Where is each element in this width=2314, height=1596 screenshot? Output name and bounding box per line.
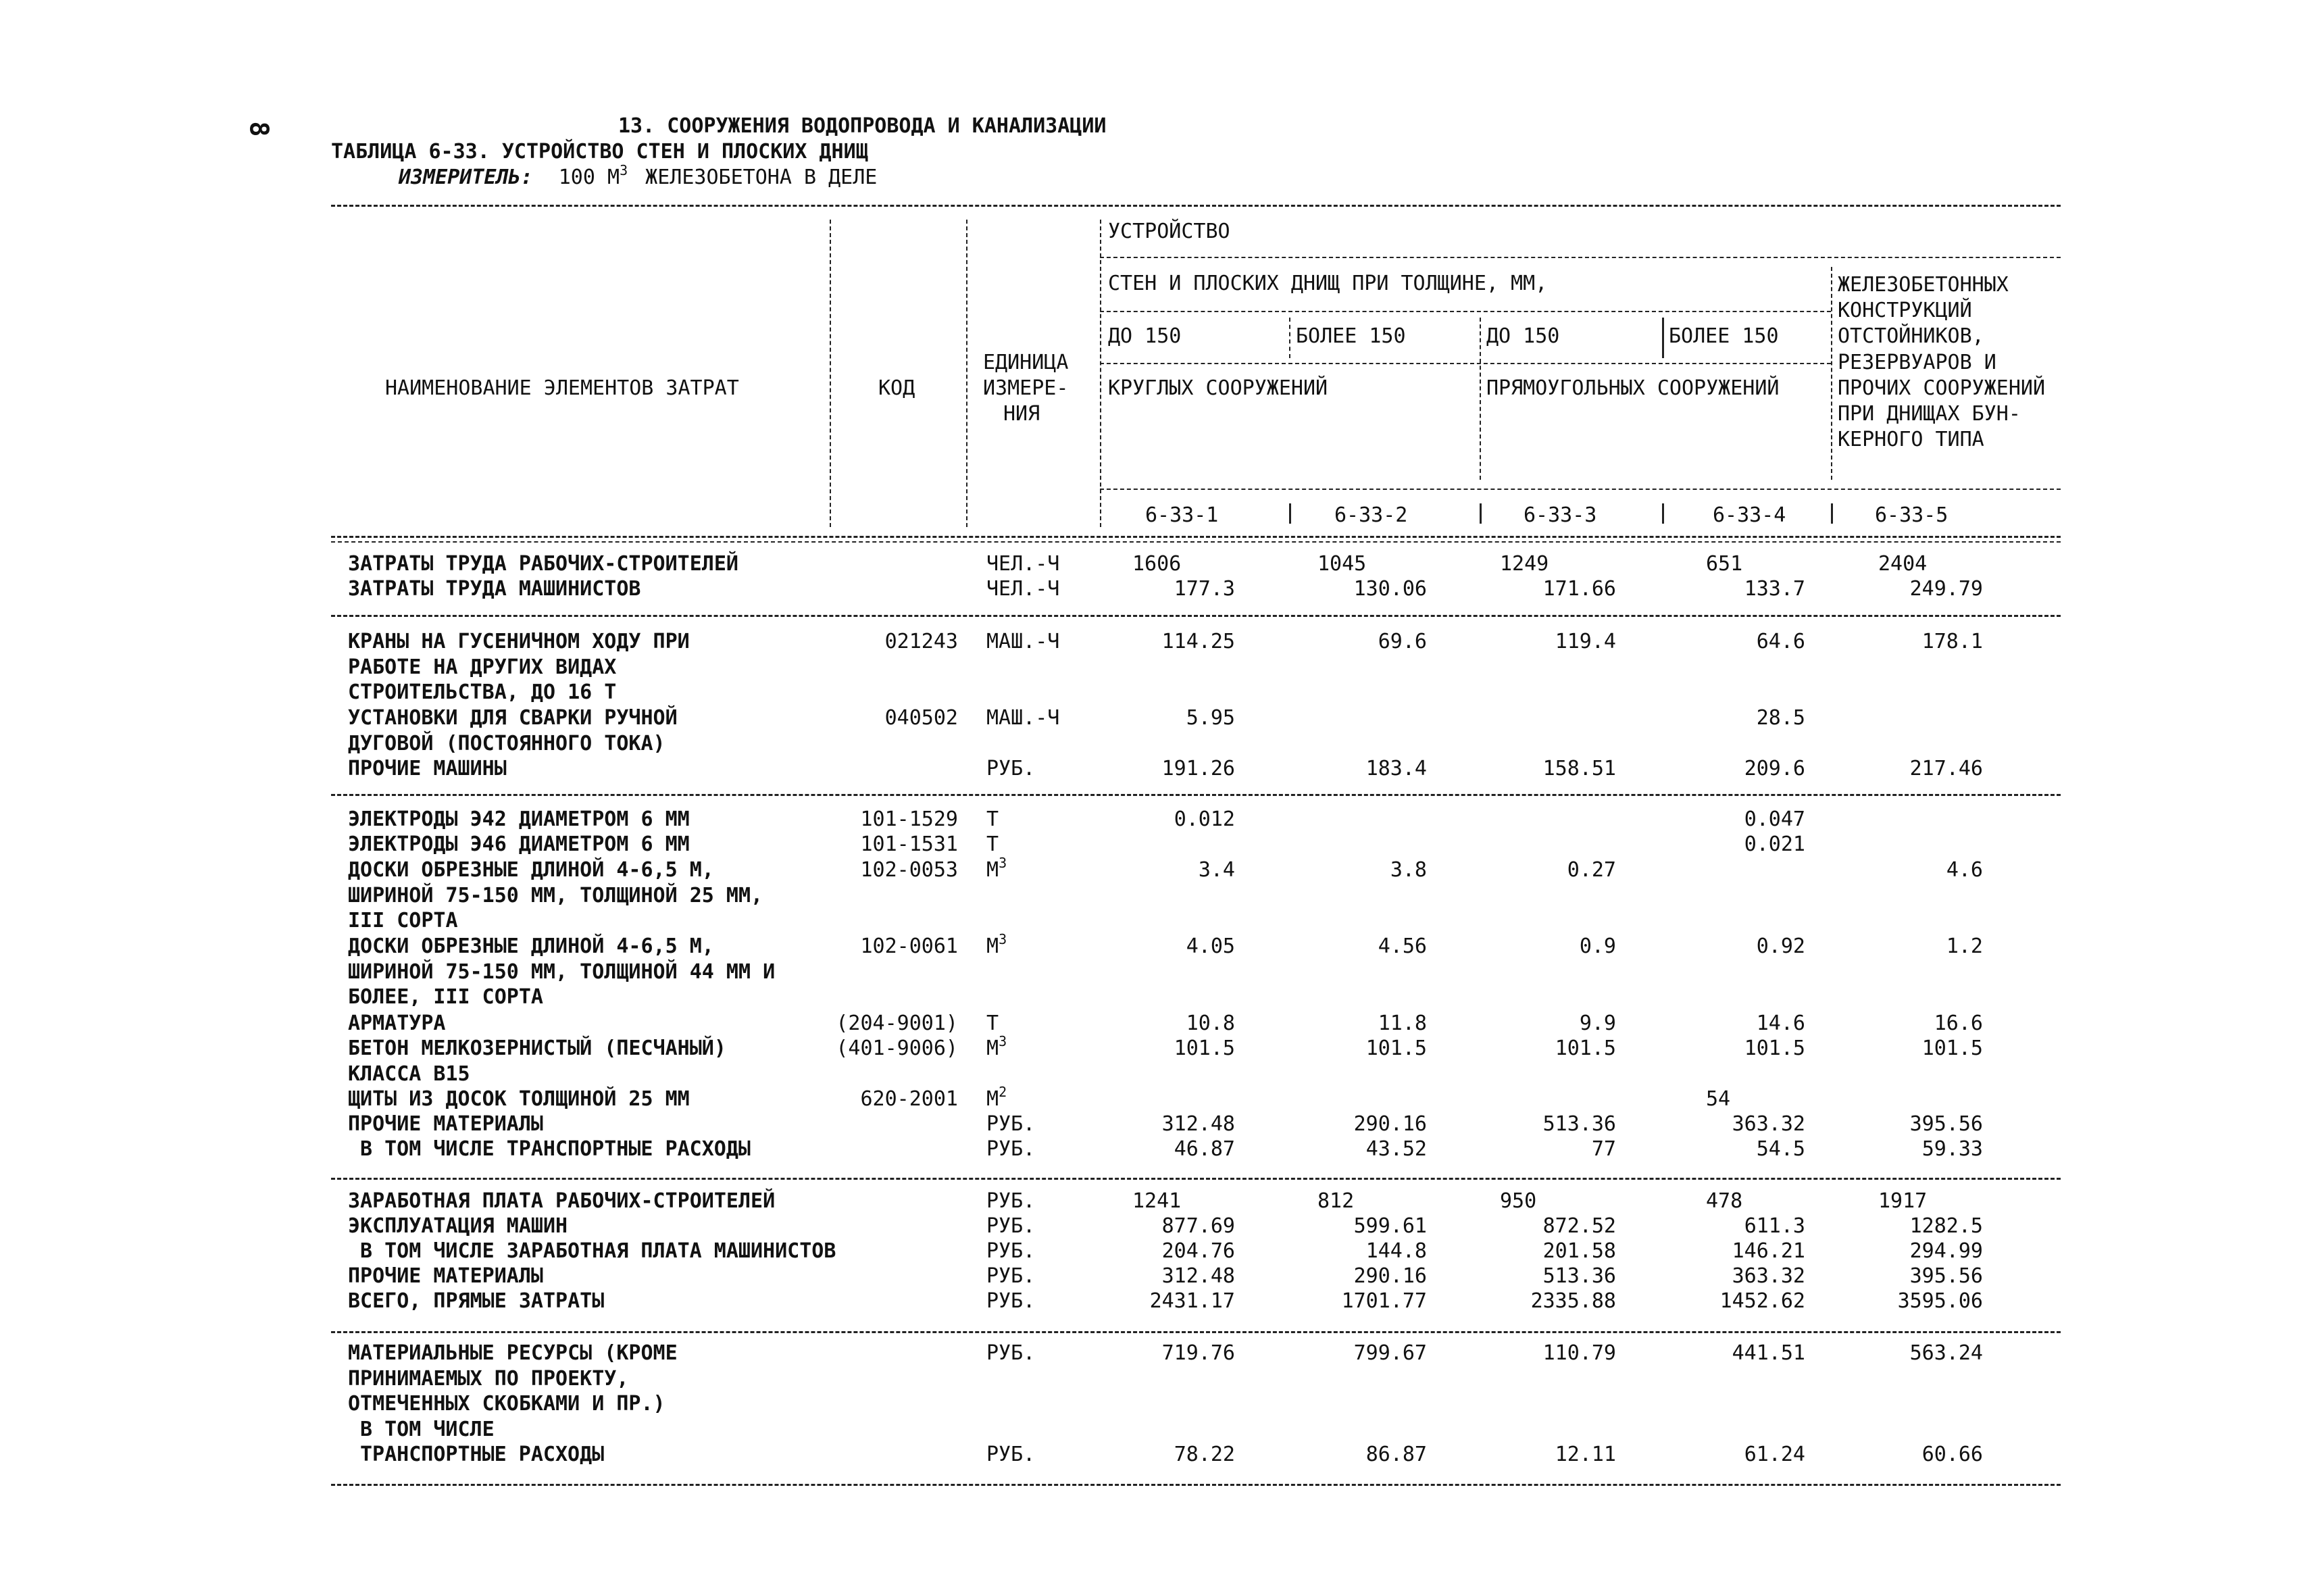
row-value: 158.51 bbox=[1542, 757, 1616, 780]
vline-code-5 bbox=[1831, 503, 1833, 524]
row-code: (204-9001) bbox=[836, 1012, 958, 1035]
measure-sup: 3 bbox=[620, 162, 628, 178]
row-unit: РУБ. bbox=[986, 1443, 1036, 1466]
row-code: 021243 bbox=[884, 630, 958, 653]
row-value: 171.66 bbox=[1542, 577, 1616, 601]
row-unit: РУБ. bbox=[986, 1341, 1036, 1365]
row-name: III СОРТА bbox=[348, 909, 458, 932]
row-unit: ЧЕЛ.-Ч bbox=[986, 552, 1060, 576]
row-value: 144.8 bbox=[1365, 1239, 1427, 1263]
row-value: 363.32 bbox=[1732, 1264, 1805, 1288]
rule-sec3 bbox=[331, 1178, 2061, 1180]
row-value: 54.5 bbox=[1756, 1137, 1805, 1161]
row-unit: РУБ. bbox=[986, 1189, 1036, 1213]
row-value: 799.67 bbox=[1353, 1341, 1427, 1365]
row-unit: Т bbox=[986, 1012, 999, 1035]
row-unit: $М^3$ bbox=[986, 1033, 1007, 1060]
vline-group bbox=[1100, 220, 1101, 527]
row-name: БЕТОН МЕЛКОЗЕРНИСТЫЙ (ПЕСЧАНЫЙ) bbox=[348, 1037, 726, 1060]
over150b-header: БОЛЕЕ 150 bbox=[1669, 324, 1779, 348]
row-value: 1241 bbox=[1132, 1189, 1182, 1213]
vline-code-3 bbox=[1480, 503, 1482, 524]
row-value: 1.2 bbox=[1946, 934, 1983, 958]
row-value: 1917 bbox=[1878, 1189, 1928, 1213]
row-unit: РУБ. bbox=[986, 1137, 1036, 1161]
row-code: 102-0053 bbox=[860, 858, 958, 882]
row-value: 950 bbox=[1500, 1189, 1537, 1213]
row-value: 4.6 bbox=[1946, 858, 1983, 882]
row-unit: РУБ. bbox=[986, 1264, 1036, 1288]
row-name: ПРИНИМАЕМЫХ ПО ПРОЕКТУ, bbox=[348, 1366, 629, 1391]
row-unit: $М^3$ bbox=[986, 855, 1007, 882]
row-value: 651 bbox=[1706, 552, 1743, 576]
row-name: ПРОЧИЕ МАТЕРИАЛЫ bbox=[348, 1264, 543, 1288]
row-value: 478 bbox=[1706, 1189, 1743, 1213]
row-value: 14.6 bbox=[1756, 1012, 1805, 1035]
row-value: 1249 bbox=[1500, 552, 1549, 576]
rule-sec1 bbox=[331, 615, 2061, 617]
row-value: 3.8 bbox=[1390, 858, 1427, 882]
row-value: 119.4 bbox=[1555, 630, 1616, 653]
col-unit-header-3: НИЯ bbox=[1003, 402, 1040, 426]
rule-hdr-4 bbox=[1100, 489, 2061, 490]
measure-label: ИЗМЕРИТЕЛЬ: bbox=[399, 166, 533, 189]
row-value: 290.16 bbox=[1353, 1112, 1427, 1136]
row-name: ЭЛЕКТРОДЫ Э42 ДИАМЕТРОМ 6 ММ bbox=[348, 807, 690, 831]
group-header: УСТРОЙСТВО bbox=[1108, 220, 1230, 243]
row-name: УСТАНОВКИ ДЛЯ СВАРКИ РУЧНОЙ bbox=[348, 706, 678, 730]
rc-header-4: РЕЗЕРВУАРОВ И bbox=[1838, 351, 1996, 374]
code-header-1: 6-33-1 bbox=[1145, 503, 1219, 527]
row-value: 872.52 bbox=[1542, 1214, 1616, 1238]
vline-rc bbox=[1831, 267, 1832, 480]
round-header: КРУГЛЫХ СООРУЖЕНИЙ bbox=[1108, 376, 1328, 400]
row-value: 0.021 bbox=[1744, 832, 1805, 856]
row-unit: $М^3$ bbox=[986, 931, 1007, 958]
rc-header-2: КОНСТРУКЦИЙ bbox=[1838, 299, 1972, 322]
walls-header: СТЕН И ПЛОСКИХ ДНИЩ ПРИ ТОЛЩИНЕ, ММ, bbox=[1108, 272, 1548, 295]
vline-code-2 bbox=[1289, 503, 1291, 524]
row-value: 312.48 bbox=[1161, 1264, 1235, 1288]
row-code: 101-1529 bbox=[860, 807, 958, 831]
row-value: 101.5 bbox=[1744, 1037, 1805, 1060]
rule-bottom bbox=[331, 1484, 2061, 1486]
row-value: 249.79 bbox=[1909, 577, 1983, 601]
row-name: ДОСКИ ОБРЕЗНЫЕ ДЛИНОЙ 4-6,5 М, bbox=[348, 858, 714, 882]
rule-top bbox=[331, 205, 2061, 207]
row-value: 312.48 bbox=[1161, 1112, 1235, 1136]
row-value: 5.95 bbox=[1186, 706, 1235, 730]
row-name: ДОСКИ ОБРЕЗНЫЕ ДЛИНОЙ 4-6,5 М, bbox=[348, 934, 714, 958]
col-unit-header-1: ЕДИНИЦА bbox=[983, 351, 1069, 374]
row-name: ПРОЧИЕ МАТЕРИАЛЫ bbox=[348, 1112, 543, 1136]
row-name: БОЛЕЕ, III СОРТА bbox=[348, 985, 543, 1009]
row-name: СТРОИТЕЛЬСТВА, ДО 16 Т bbox=[348, 680, 617, 704]
row-value: 61.24 bbox=[1744, 1443, 1805, 1466]
row-value: 209.6 bbox=[1744, 757, 1805, 780]
col-code-header: КОД bbox=[878, 376, 915, 400]
row-value: 64.6 bbox=[1756, 630, 1805, 653]
row-name: В ТОМ ЧИСЛЕ bbox=[360, 1417, 495, 1441]
row-value: 395.56 bbox=[1909, 1264, 1983, 1288]
row-value: 146.21 bbox=[1732, 1239, 1805, 1263]
row-value: 178.1 bbox=[1921, 630, 1983, 653]
row-unit: РУБ. bbox=[986, 1289, 1036, 1313]
row-value: 114.25 bbox=[1161, 630, 1235, 653]
row-value: 2431.17 bbox=[1149, 1289, 1235, 1313]
row-value: 59.33 bbox=[1921, 1137, 1983, 1161]
rc-header-5: ПРОЧИХ СООРУЖЕНИЙ bbox=[1838, 376, 2046, 400]
row-name: КРАНЫ НА ГУСЕНИЧНОМ ХОДУ ПРИ bbox=[348, 630, 690, 653]
row-value: 204.76 bbox=[1161, 1239, 1235, 1263]
row-value: 0.9 bbox=[1579, 934, 1616, 958]
page-number: 8 bbox=[244, 121, 274, 137]
to150a-header: ДО 150 bbox=[1108, 324, 1182, 348]
row-value: 719.76 bbox=[1161, 1341, 1235, 1365]
over150a-header: БОЛЕЕ 150 bbox=[1296, 324, 1406, 348]
row-value: 441.51 bbox=[1732, 1341, 1805, 1365]
row-value: 1045 bbox=[1317, 552, 1367, 576]
rule-hdr-2 bbox=[1100, 311, 1831, 312]
row-value: 43.52 bbox=[1365, 1137, 1427, 1161]
rule-sec4 bbox=[331, 1331, 2061, 1333]
row-value: 60.66 bbox=[1921, 1443, 1983, 1466]
row-unit: РУБ. bbox=[986, 1112, 1036, 1136]
vline-over150b bbox=[1662, 318, 1664, 358]
row-name: ШИРИНОЙ 75-150 ММ, ТОЛЩИНОЙ 25 ММ, bbox=[348, 883, 763, 907]
row-value: 77 bbox=[1591, 1137, 1616, 1161]
row-value: 0.27 bbox=[1567, 858, 1616, 882]
row-value: 16.6 bbox=[1934, 1012, 1983, 1035]
row-value: 363.32 bbox=[1732, 1112, 1805, 1136]
section-title: 13. СООРУЖЕНИЯ ВОДОПРОВОДА И КАНАЛИЗАЦИИ bbox=[618, 114, 1107, 138]
row-value: 110.79 bbox=[1542, 1341, 1616, 1365]
row-value: 1606 bbox=[1132, 552, 1182, 576]
row-unit-sup: 3 bbox=[999, 855, 1007, 871]
row-value: 3.4 bbox=[1198, 858, 1235, 882]
row-value: 133.7 bbox=[1744, 577, 1805, 601]
row-value: 101.5 bbox=[1921, 1037, 1983, 1060]
code-header-2: 6-33-2 bbox=[1334, 503, 1408, 527]
row-unit: МАШ.-Ч bbox=[986, 706, 1060, 730]
row-name: РАБОТЕ НА ДРУГИХ ВИДАХ bbox=[348, 655, 617, 679]
row-name: КЛАССА В15 bbox=[348, 1062, 470, 1086]
code-header-5: 6-33-5 bbox=[1875, 503, 1948, 527]
measure-value: 100 М bbox=[558, 166, 620, 189]
row-name: В ТОМ ЧИСЛЕ ЗАРАБОТНАЯ ПЛАТА МАШИНИСТОВ bbox=[360, 1239, 836, 1263]
row-value: 513.36 bbox=[1542, 1264, 1616, 1288]
row-name: МАТЕРИАЛЬНЫЕ РЕСУРСЫ (КРОМЕ bbox=[348, 1341, 678, 1365]
row-value: 611.3 bbox=[1744, 1214, 1805, 1238]
row-name: ЭЛЕКТРОДЫ Э46 ДИАМЕТРОМ 6 ММ bbox=[348, 832, 690, 856]
code-header-4: 6-33-4 bbox=[1713, 503, 1786, 527]
row-value: 28.5 bbox=[1756, 706, 1805, 730]
row-value: 177.3 bbox=[1174, 577, 1235, 601]
row-value: 12.11 bbox=[1555, 1443, 1616, 1466]
measure-rest: ЖЕЛЕЗОБЕТОНА В ДЕЛЕ bbox=[645, 166, 878, 189]
row-unit: Т bbox=[986, 807, 999, 831]
row-name: В ТОМ ЧИСЛЕ ТРАНСПОРТНЫЕ РАСХОДЫ bbox=[360, 1137, 751, 1161]
row-unit: ЧЕЛ.-Ч bbox=[986, 577, 1060, 601]
row-unit: РУБ. bbox=[986, 1239, 1036, 1263]
rect-header: ПРЯМОУГОЛЬНЫХ СООРУЖЕНИЙ bbox=[1486, 376, 1780, 400]
row-unit: Т bbox=[986, 832, 999, 856]
row-value: 4.56 bbox=[1378, 934, 1427, 958]
rc-header-1: ЖЕЛЕЗОБЕТОННЫХ bbox=[1838, 273, 2009, 297]
row-value: 4.05 bbox=[1186, 934, 1235, 958]
row-value: 69.6 bbox=[1378, 630, 1427, 653]
row-value: 130.06 bbox=[1353, 577, 1427, 601]
row-code: 101-1531 bbox=[860, 832, 958, 856]
row-value: 217.46 bbox=[1909, 757, 1983, 780]
row-value: 78.22 bbox=[1174, 1443, 1235, 1466]
row-unit: РУБ. bbox=[986, 757, 1036, 780]
row-unit-sup: 3 bbox=[999, 931, 1007, 947]
row-name: АРМАТУРА bbox=[348, 1012, 446, 1035]
row-value: 191.26 bbox=[1161, 757, 1235, 780]
row-code: 102-0061 bbox=[860, 934, 958, 958]
vline-unit bbox=[966, 220, 967, 527]
vline-rect bbox=[1480, 318, 1481, 480]
to150b-header: ДО 150 bbox=[1486, 324, 1560, 348]
row-code: (401-9006) bbox=[836, 1037, 958, 1060]
row-name: ДУГОВОЙ (ПОСТОЯННОГО ТОКА) bbox=[348, 731, 665, 755]
measure-line bbox=[399, 162, 878, 189]
rc-header-6: ПРИ ДНИЩАХ БУН- bbox=[1838, 402, 2021, 426]
row-value: 86.87 bbox=[1365, 1443, 1427, 1466]
row-value: 290.16 bbox=[1353, 1264, 1427, 1288]
row-name: ЗАТРАТЫ ТРУДА РАБОЧИХ-СТРОИТЕЛЕЙ bbox=[348, 552, 738, 576]
vline-code bbox=[830, 220, 831, 527]
code-header-3: 6-33-3 bbox=[1524, 503, 1597, 527]
rule-header-bottom bbox=[331, 536, 2061, 538]
row-unit-sup: 3 bbox=[999, 1033, 1007, 1049]
row-value: 54 bbox=[1706, 1087, 1731, 1111]
row-unit: МАШ.-Ч bbox=[986, 630, 1060, 653]
rule-sec2 bbox=[331, 794, 2061, 796]
rule-hdr-3 bbox=[1100, 363, 1831, 364]
row-name: ТРАНСПОРТНЫЕ РАСХОДЫ bbox=[360, 1443, 605, 1466]
row-value: 46.87 bbox=[1174, 1137, 1235, 1161]
row-value: 0.012 bbox=[1174, 807, 1235, 831]
row-value: 877.69 bbox=[1161, 1214, 1235, 1238]
row-value: 101.5 bbox=[1555, 1037, 1616, 1060]
row-value: 294.99 bbox=[1909, 1239, 1983, 1263]
rule-hdr-1 bbox=[1100, 257, 2061, 258]
row-value: 3595.06 bbox=[1897, 1289, 1983, 1313]
row-value: 1282.5 bbox=[1909, 1214, 1983, 1238]
col-unit-header-2: ИЗМЕРЕ- bbox=[983, 376, 1069, 400]
row-value: 101.5 bbox=[1174, 1037, 1235, 1060]
row-value: 513.36 bbox=[1542, 1112, 1616, 1136]
row-name: ПРОЧИЕ МАШИНЫ bbox=[348, 757, 507, 780]
row-value: 395.56 bbox=[1909, 1112, 1983, 1136]
row-value: 2404 bbox=[1878, 552, 1928, 576]
row-value: 1452.62 bbox=[1719, 1289, 1805, 1313]
row-value: 563.24 bbox=[1909, 1341, 1983, 1365]
row-name: ОТМЕЧЕННЫХ СКОБКАМИ И ПР.) bbox=[348, 1392, 665, 1416]
table-title: ТАБЛИЦА 6-33. УСТРОЙСТВО СТЕН И ПЛОСКИХ ДНИЩ bbox=[331, 140, 868, 164]
rule-header-bottom-2 bbox=[331, 541, 2061, 543]
row-value: 599.61 bbox=[1353, 1214, 1427, 1238]
rc-header-7: КЕРНОГО ТИПА bbox=[1838, 428, 1984, 451]
row-value: 11.8 bbox=[1378, 1012, 1427, 1035]
vline-code-4 bbox=[1662, 503, 1664, 524]
row-unit: $М^2$ bbox=[986, 1084, 1007, 1111]
row-value: 0.047 bbox=[1744, 807, 1805, 831]
row-code: 040502 bbox=[884, 706, 958, 730]
row-value: 183.4 bbox=[1365, 757, 1427, 780]
row-value: 812 bbox=[1317, 1189, 1355, 1213]
row-name: ЗАТРАТЫ ТРУДА МАШИНИСТОВ bbox=[348, 577, 641, 601]
rc-header-3: ОТСТОЙНИКОВ, bbox=[1838, 324, 1984, 348]
row-name: ВСЕГО, ПРЯМЫЕ ЗАТРАТЫ bbox=[348, 1289, 605, 1313]
row-name: ЗАРАБОТНАЯ ПЛАТА РАБОЧИХ-СТРОИТЕЛЕЙ bbox=[348, 1189, 776, 1213]
row-value: 10.8 bbox=[1186, 1012, 1235, 1035]
row-value: 2335.88 bbox=[1530, 1289, 1616, 1313]
row-value: 9.9 bbox=[1579, 1012, 1616, 1035]
row-unit-sup: 2 bbox=[999, 1084, 1007, 1100]
row-code: 620-2001 bbox=[860, 1087, 958, 1111]
row-name: ЭКСПЛУАТАЦИЯ МАШИН bbox=[348, 1214, 568, 1238]
row-value: 1701.77 bbox=[1341, 1289, 1427, 1313]
row-unit: РУБ. bbox=[986, 1214, 1036, 1238]
vline-over150a bbox=[1289, 318, 1290, 358]
row-value: 201.58 bbox=[1542, 1239, 1616, 1263]
row-value: 0.92 bbox=[1756, 934, 1805, 958]
col-name-header: НАИМЕНОВАНИЕ ЭЛЕМЕНТОВ ЗАТРАТ bbox=[385, 376, 739, 400]
row-name: ЩИТЫ ИЗ ДОСОК ТОЛЩИНОЙ 25 ММ bbox=[348, 1087, 690, 1111]
row-name: ШИРИНОЙ 75-150 ММ, ТОЛЩИНОЙ 44 ММ И bbox=[348, 959, 776, 984]
row-value: 101.5 bbox=[1365, 1037, 1427, 1060]
